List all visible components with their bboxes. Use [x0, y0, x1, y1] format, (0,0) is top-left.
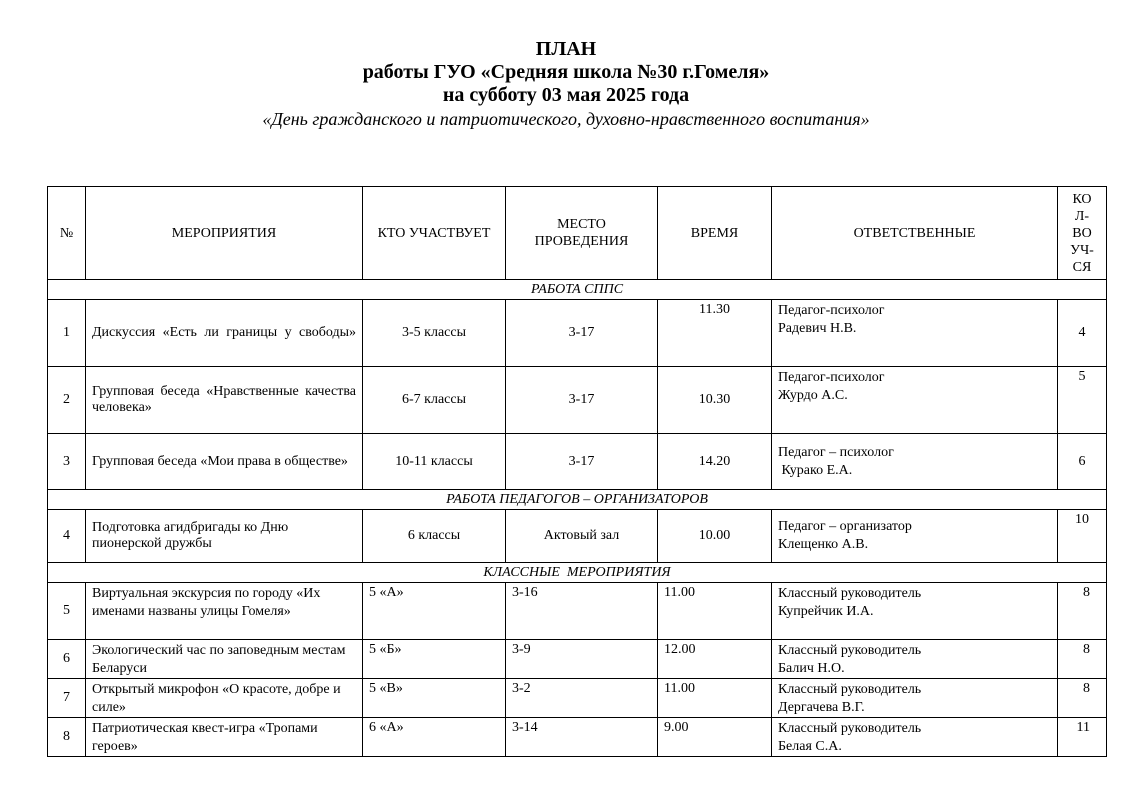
row-who: 6 классы	[363, 510, 506, 563]
responsible-role: Классный руководитель	[778, 586, 922, 601]
row-count: 8	[1058, 583, 1107, 640]
row-who: 6 «А»	[363, 718, 506, 757]
row-event: Патриотическая квест-игра «Тропами героев»	[86, 718, 363, 757]
document-header	[0, 38, 1132, 132]
row-num: 3	[48, 434, 86, 490]
responsible-role: Педагог – организатор	[778, 519, 912, 534]
table-row	[48, 434, 1107, 490]
row-who: 3-5 классы	[363, 300, 506, 367]
row-count: 4	[1058, 300, 1107, 367]
doc-subtitle: «День гражданского и патриотического, духовно-нравственного воспитания»	[262, 109, 870, 129]
row-num: 1	[48, 300, 86, 367]
row-num: 8	[48, 718, 86, 757]
table-header-row	[48, 187, 1107, 280]
row-place: 3-2	[506, 679, 658, 718]
row-count: 6	[1058, 434, 1107, 490]
row-num: 4	[48, 510, 86, 563]
row-num: 6	[48, 640, 86, 679]
header-count: КО Л-ВО УЧ-СЯ	[1058, 187, 1107, 280]
row-event: Виртуальная экскурсия по городу «Их именами названы улицы Гомеля»	[86, 583, 363, 640]
responsible-name: Курако Е.А.	[778, 462, 853, 478]
row-responsible	[772, 583, 1058, 640]
responsible-name: Балич Н.О.	[778, 661, 845, 676]
responsible-role: Классный руководитель	[778, 643, 922, 658]
row-event: Экологический час по заповедным местам Беларуси	[86, 640, 363, 679]
table-row	[48, 640, 1107, 679]
row-who: 6-7 классы	[363, 367, 506, 434]
row-time: 14.20	[658, 434, 772, 490]
row-place: Актовый зал	[506, 510, 658, 563]
row-event: Дискуссия «Есть ли границы у свободы»	[86, 300, 363, 367]
row-time: 11.00	[658, 679, 772, 718]
row-place: 3-17	[506, 367, 658, 434]
section-row	[48, 490, 1107, 510]
row-time: 10.30	[658, 367, 772, 434]
row-responsible	[772, 640, 1058, 679]
header-time: ВРЕМЯ	[658, 187, 772, 280]
row-place: 3-17	[506, 434, 658, 490]
header-place: МЕСТО ПРОВЕДЕНИЯ	[506, 187, 658, 280]
row-count: 8	[1058, 640, 1107, 679]
row-count: 8	[1058, 679, 1107, 718]
table-row	[48, 510, 1107, 563]
row-count: 11	[1058, 718, 1107, 757]
row-responsible	[772, 510, 1058, 563]
doc-date-line: на субботу 03 мая 2025 года	[442, 84, 690, 106]
row-time: 11.00	[658, 583, 772, 640]
header-who: КТО УЧАСТВУЕТ	[363, 187, 506, 280]
row-responsible	[772, 300, 1058, 367]
doc-org-line: работы ГУО «Средняя школа №30 г.Гомеля»	[362, 61, 770, 83]
responsible-name: Дергачева В.Г.	[778, 700, 865, 715]
header-responsible: ОТВЕТСТВЕННЫЕ	[772, 187, 1058, 280]
responsible-role: Педагог – психолог	[778, 444, 894, 460]
row-who: 5 «А»	[363, 583, 506, 640]
row-place: 3-16	[506, 583, 658, 640]
responsible-name: Белая С.А.	[778, 739, 842, 754]
section-row	[48, 563, 1107, 583]
table-row	[48, 679, 1107, 718]
responsible-role: Классный руководитель	[778, 682, 922, 697]
responsible-name: Журдо А.С.	[778, 388, 848, 403]
row-count: 5	[1058, 367, 1107, 434]
row-responsible	[772, 718, 1058, 757]
row-event: Групповая беседа «Мои права в обществе»	[86, 434, 363, 490]
table-row	[48, 718, 1107, 757]
row-event: Подготовка агидбригады ко Дню пионерской дружбы	[86, 510, 363, 563]
responsible-name: Купрейчик И.А.	[778, 604, 874, 619]
row-time: 11.30	[658, 300, 772, 367]
row-event: Групповая беседа «Нравственные качества человека»	[86, 367, 363, 434]
row-num: 7	[48, 679, 86, 718]
responsible-role: Педагог-психолог	[778, 303, 885, 318]
table-row	[48, 300, 1107, 367]
row-place: 3-9	[506, 640, 658, 679]
row-time: 9.00	[658, 718, 772, 757]
row-who: 5 «Б»	[363, 640, 506, 679]
section-row	[48, 280, 1107, 300]
row-time: 10.00	[658, 510, 772, 563]
row-who: 10-11 классы	[363, 434, 506, 490]
row-place: 3-14	[506, 718, 658, 757]
section-org: РАБОТА ПЕДАГОГОВ – ОРГАНИЗАТОРОВ	[48, 490, 1107, 510]
row-place: 3-17	[506, 300, 658, 367]
row-responsible	[772, 679, 1058, 718]
row-num: 2	[48, 367, 86, 434]
plan-table	[47, 186, 1107, 757]
section-sps: РАБОТА СППС	[48, 280, 1107, 300]
responsible-name: Клещенко А.В.	[778, 537, 869, 552]
responsible-role: Классный руководитель	[778, 721, 922, 736]
row-responsible	[772, 434, 1058, 490]
row-event: Открытый микрофон «О красоте, добре и силе»	[86, 679, 363, 718]
row-count: 10	[1058, 510, 1107, 563]
doc-title: ПЛАН	[535, 38, 597, 60]
row-num: 5	[48, 583, 86, 640]
header-num: №	[48, 187, 86, 280]
section-class: КЛАССНЫЕ МЕРОПРИЯТИЯ	[48, 563, 1107, 583]
row-who: 5 «В»	[363, 679, 506, 718]
responsible-name: Радевич Н.В.	[778, 321, 857, 336]
row-responsible	[772, 367, 1058, 434]
row-time: 12.00	[658, 640, 772, 679]
responsible-role: Педагог-психолог	[778, 370, 885, 385]
header-event: МЕРОПРИЯТИЯ	[86, 187, 363, 280]
table-row	[48, 583, 1107, 640]
table-row	[48, 367, 1107, 434]
